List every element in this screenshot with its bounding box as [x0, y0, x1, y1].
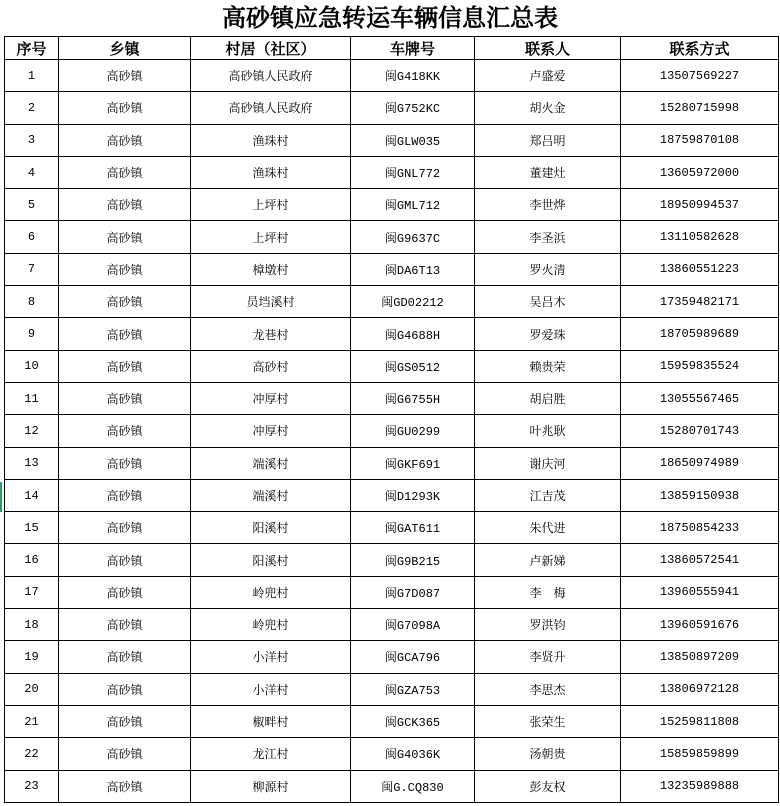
village-cell[interactable]: 龙江村: [191, 738, 351, 770]
village-cell[interactable]: 龙巷村: [191, 318, 351, 350]
township-cell[interactable]: 高砂镇: [59, 318, 191, 350]
index-cell[interactable]: 12: [5, 415, 59, 447]
header-cell-plate[interactable]: 车牌号: [351, 37, 475, 60]
plate-cell[interactable]: 闽GLW035: [351, 124, 475, 156]
table-row: [5, 544, 779, 576]
phone-cell[interactable]: 15259811808: [621, 705, 779, 737]
index-cell[interactable]: 15: [5, 512, 59, 544]
village-cell[interactable]: 岭兜村: [191, 576, 351, 608]
plate-cell[interactable]: 闽G4688H: [351, 318, 475, 350]
contact-cell[interactable]: 李 梅: [475, 576, 621, 608]
phone-cell[interactable]: 13860551223: [621, 253, 779, 285]
village-cell[interactable]: 渔珠村: [191, 124, 351, 156]
township-cell[interactable]: 高砂镇: [59, 738, 191, 770]
township-cell[interactable]: 高砂镇: [59, 576, 191, 608]
contact-cell[interactable]: 朱代进: [475, 512, 621, 544]
plate-cell[interactable]: 闽G9637C: [351, 221, 475, 253]
contact-cell[interactable]: 叶兆耿: [475, 415, 621, 447]
table-row: [5, 124, 779, 156]
plate-cell[interactable]: 闽GZA753: [351, 673, 475, 705]
contact-cell[interactable]: 吴吕木: [475, 286, 621, 318]
index-cell[interactable]: 19: [5, 641, 59, 673]
contact-cell[interactable]: 胡火金: [475, 92, 621, 124]
contact-cell[interactable]: 卢新娣: [475, 544, 621, 576]
township-cell[interactable]: 高砂镇: [59, 286, 191, 318]
township-cell[interactable]: 高砂镇: [59, 673, 191, 705]
contact-cell[interactable]: 董建灶: [475, 156, 621, 188]
phone-cell[interactable]: 15959835524: [621, 350, 779, 382]
phone-cell[interactable]: 13110582628: [621, 221, 779, 253]
plate-cell[interactable]: 闽DA6T13: [351, 253, 475, 285]
table-row: [5, 286, 779, 318]
table-row: [5, 447, 779, 479]
village-cell[interactable]: 小洋村: [191, 641, 351, 673]
index-cell[interactable]: 7: [5, 253, 59, 285]
village-cell[interactable]: 冲厚村: [191, 382, 351, 414]
phone-cell[interactable]: 13859150938: [621, 479, 779, 511]
plate-cell[interactable]: 闽GCK365: [351, 705, 475, 737]
phone-cell[interactable]: 18705989689: [621, 318, 779, 350]
plate-cell[interactable]: 闽G7098A: [351, 609, 475, 641]
contact-cell[interactable]: 李思杰: [475, 673, 621, 705]
header-cell-index[interactable]: 序号: [5, 37, 59, 60]
village-cell[interactable]: 高砂镇人民政府: [191, 92, 351, 124]
index-cell[interactable]: 9: [5, 318, 59, 350]
phone-cell[interactable]: 13507569227: [621, 60, 779, 92]
contact-cell[interactable]: 李贤升: [475, 641, 621, 673]
table-row: [5, 253, 779, 285]
table-row: [5, 415, 779, 447]
village-cell[interactable]: 上坪村: [191, 189, 351, 221]
header-cell-contact[interactable]: 联系人: [475, 37, 621, 60]
plate-cell[interactable]: 闽GU0299: [351, 415, 475, 447]
contact-cell[interactable]: 彭友权: [475, 770, 621, 802]
phone-cell[interactable]: 13605972000: [621, 156, 779, 188]
index-cell[interactable]: 11: [5, 382, 59, 414]
village-cell[interactable]: 樟墩村: [191, 253, 351, 285]
contact-cell[interactable]: 张荣生: [475, 705, 621, 737]
village-cell[interactable]: 员垱溪村: [191, 286, 351, 318]
phone-cell[interactable]: 17359482171: [621, 286, 779, 318]
header-cell-township[interactable]: 乡镇: [59, 37, 191, 60]
index-cell[interactable]: 3: [5, 124, 59, 156]
plate-cell[interactable]: 闽G6755H: [351, 382, 475, 414]
index-cell[interactable]: 16: [5, 544, 59, 576]
index-cell[interactable]: 22: [5, 738, 59, 770]
township-cell[interactable]: 高砂镇: [59, 124, 191, 156]
table-row: [5, 641, 779, 673]
village-cell[interactable]: 冲厚村: [191, 415, 351, 447]
plate-cell[interactable]: 闽G752KC: [351, 92, 475, 124]
sheet-title: 高砂镇应急转运车辆信息汇总表: [222, 4, 558, 32]
village-cell[interactable]: 岭兜村: [191, 609, 351, 641]
contact-cell[interactable]: 罗火清: [475, 253, 621, 285]
plate-cell[interactable]: 闽D1293K: [351, 479, 475, 511]
index-cell[interactable]: 18: [5, 609, 59, 641]
index-cell[interactable]: 14: [5, 479, 59, 511]
index-cell[interactable]: 1: [5, 60, 59, 92]
table-row: [5, 350, 779, 382]
phone-cell[interactable]: 13860572541: [621, 544, 779, 576]
township-cell[interactable]: 高砂镇: [59, 609, 191, 641]
township-cell[interactable]: 高砂镇: [59, 60, 191, 92]
table-row: [5, 156, 779, 188]
table-row: [5, 673, 779, 705]
phone-cell[interactable]: 13850897209: [621, 641, 779, 673]
phone-cell[interactable]: 18750854233: [621, 512, 779, 544]
table-row: [5, 60, 779, 92]
contact-cell[interactable]: 郑吕明: [475, 124, 621, 156]
township-cell[interactable]: 高砂镇: [59, 221, 191, 253]
plate-cell[interactable]: 闽G.CQ830: [351, 770, 475, 802]
village-cell[interactable]: 高砂村: [191, 350, 351, 382]
table-row: [5, 738, 779, 770]
township-cell[interactable]: 高砂镇: [59, 770, 191, 802]
plate-cell[interactable]: 闽G9B215: [351, 544, 475, 576]
village-cell[interactable]: 渔珠村: [191, 156, 351, 188]
township-cell[interactable]: 高砂镇: [59, 512, 191, 544]
township-cell[interactable]: 高砂镇: [59, 189, 191, 221]
plate-cell[interactable]: 闽G4036K: [351, 738, 475, 770]
plate-cell[interactable]: 闽GKF691: [351, 447, 475, 479]
active-row-marker: [0, 482, 2, 512]
table-row: [5, 479, 779, 511]
township-cell[interactable]: 高砂镇: [59, 253, 191, 285]
village-cell[interactable]: 椒畔村: [191, 705, 351, 737]
contact-cell[interactable]: 谢庆河: [475, 447, 621, 479]
plate-cell[interactable]: 闽GS0512: [351, 350, 475, 382]
contact-cell[interactable]: 罗洪钧: [475, 609, 621, 641]
phone-cell[interactable]: 18650974989: [621, 447, 779, 479]
contact-cell[interactable]: 罗爱珠: [475, 318, 621, 350]
township-cell[interactable]: 高砂镇: [59, 382, 191, 414]
township-cell[interactable]: 高砂镇: [59, 447, 191, 479]
index-cell[interactable]: 13: [5, 447, 59, 479]
phone-cell[interactable]: 15859859899: [621, 738, 779, 770]
township-cell[interactable]: 高砂镇: [59, 641, 191, 673]
village-cell[interactable]: 高砂镇人民政府: [191, 60, 351, 92]
index-cell[interactable]: 8: [5, 286, 59, 318]
contact-cell[interactable]: 赖贵荣: [475, 350, 621, 382]
village-cell[interactable]: 阳溪村: [191, 544, 351, 576]
contact-cell[interactable]: 李世烨: [475, 189, 621, 221]
township-cell[interactable]: 高砂镇: [59, 350, 191, 382]
plate-cell[interactable]: 闽GAT611: [351, 512, 475, 544]
village-cell[interactable]: 小洋村: [191, 673, 351, 705]
township-cell[interactable]: 高砂镇: [59, 544, 191, 576]
phone-cell[interactable]: 13960555941: [621, 576, 779, 608]
vehicle-info-table: [4, 36, 779, 803]
village-cell[interactable]: 端溪村: [191, 447, 351, 479]
phone-cell[interactable]: 18950994537: [621, 189, 779, 221]
table-row: [5, 576, 779, 608]
index-cell[interactable]: 5: [5, 189, 59, 221]
index-cell[interactable]: 2: [5, 92, 59, 124]
village-cell[interactable]: 阳溪村: [191, 512, 351, 544]
township-cell[interactable]: 高砂镇: [59, 479, 191, 511]
table-row: [5, 512, 779, 544]
header-row: [5, 37, 779, 60]
index-cell[interactable]: 21: [5, 705, 59, 737]
plate-cell[interactable]: 闽GNL772: [351, 156, 475, 188]
table-row: [5, 382, 779, 414]
phone-cell[interactable]: 15280701743: [621, 415, 779, 447]
phone-cell[interactable]: 13055567465: [621, 382, 779, 414]
phone-cell[interactable]: 15280715998: [621, 92, 779, 124]
phone-cell[interactable]: 13960591676: [621, 609, 779, 641]
contact-cell[interactable]: 汤朝贵: [475, 738, 621, 770]
index-cell[interactable]: 20: [5, 673, 59, 705]
table-row: [5, 609, 779, 641]
phone-cell[interactable]: 18759870108: [621, 124, 779, 156]
header-cell-phone[interactable]: 联系方式: [621, 37, 779, 60]
village-cell[interactable]: 上坪村: [191, 221, 351, 253]
index-cell[interactable]: 17: [5, 576, 59, 608]
contact-cell[interactable]: 江吉茂: [475, 479, 621, 511]
index-cell[interactable]: 23: [5, 770, 59, 802]
phone-cell[interactable]: 13806972128: [621, 673, 779, 705]
table-row: [5, 318, 779, 350]
table-row: [5, 221, 779, 253]
table-row: [5, 705, 779, 737]
township-cell[interactable]: 高砂镇: [59, 415, 191, 447]
plate-cell[interactable]: 闽GML712: [351, 189, 475, 221]
contact-cell[interactable]: 李圣浜: [475, 221, 621, 253]
table-row: [5, 189, 779, 221]
contact-cell[interactable]: 卢盛爱: [475, 60, 621, 92]
plate-cell[interactable]: 闽G7D087: [351, 576, 475, 608]
plate-cell[interactable]: 闽GCA796: [351, 641, 475, 673]
phone-cell[interactable]: 13235989888: [621, 770, 779, 802]
township-cell[interactable]: 高砂镇: [59, 92, 191, 124]
table-row: [5, 770, 779, 802]
township-cell[interactable]: 高砂镇: [59, 705, 191, 737]
index-cell[interactable]: 6: [5, 221, 59, 253]
index-cell[interactable]: 10: [5, 350, 59, 382]
village-cell[interactable]: 柳源村: [191, 770, 351, 802]
plate-cell[interactable]: 闽G418KK: [351, 60, 475, 92]
table-row: [5, 92, 779, 124]
contact-cell[interactable]: 胡启胜: [475, 382, 621, 414]
index-cell[interactable]: 4: [5, 156, 59, 188]
plate-cell[interactable]: 闽GD02212: [351, 286, 475, 318]
township-cell[interactable]: 高砂镇: [59, 156, 191, 188]
village-cell[interactable]: 端溪村: [191, 479, 351, 511]
header-cell-village[interactable]: 村居（社区）: [191, 37, 351, 60]
